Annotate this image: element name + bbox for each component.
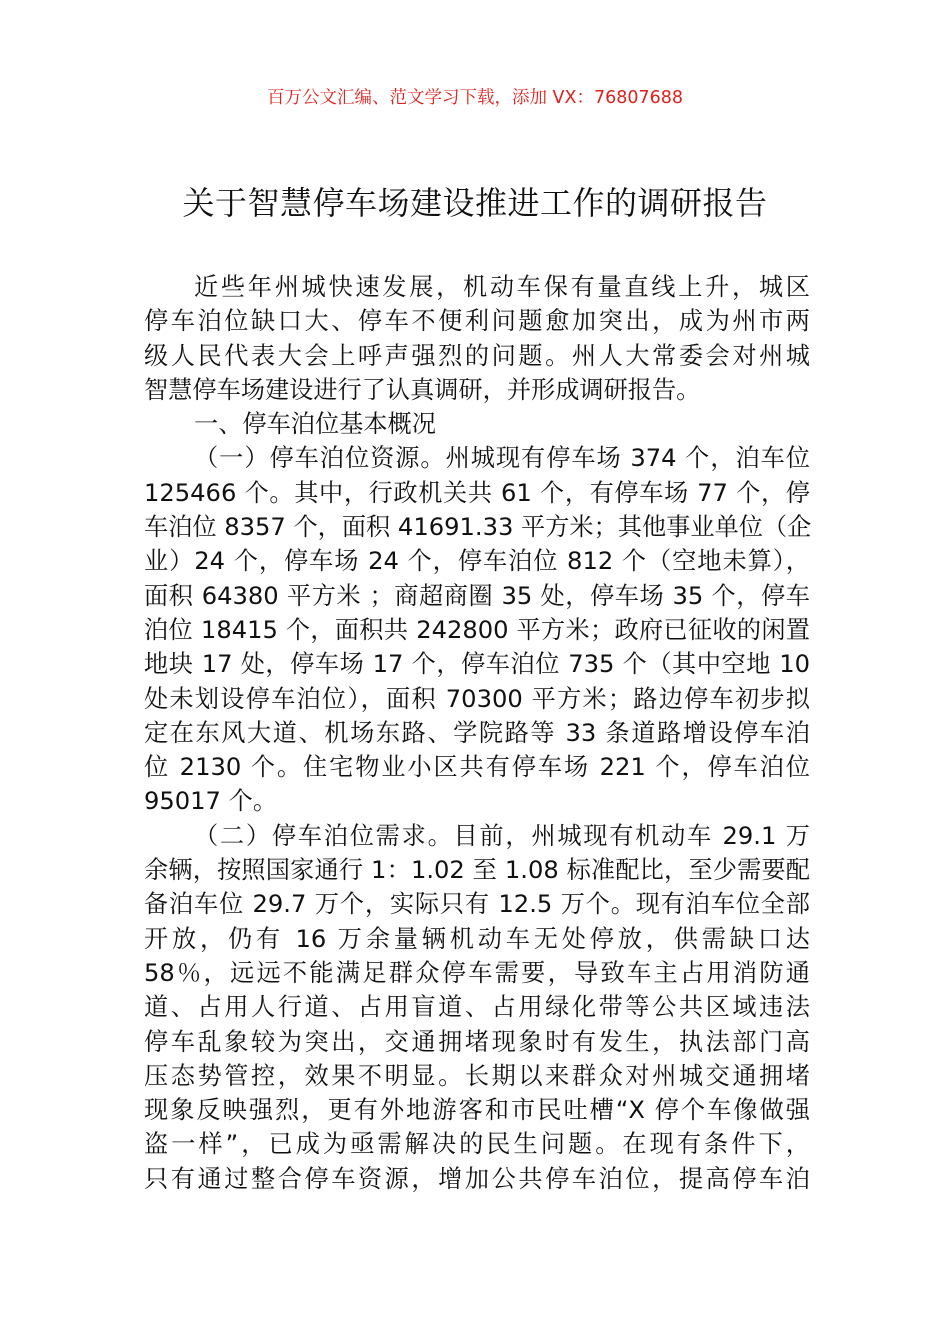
text-line: 开放，仍有 16 万余量辆机动车无处停放，供需缺口达 — [144, 924, 810, 953]
text-line: 压态势管控，效果不明显。长期以来群众对州城交通拥堵 — [144, 1061, 810, 1090]
text-line: （二）停车泊位需求。目前，州城现有机动车 29.1 万 — [194, 821, 810, 850]
text-line: 道、占用人行道、占用盲道、占用绿化带等公共区域违法 — [144, 993, 810, 1022]
document-body — [144, 270, 810, 1196]
text-line: 95017 个。 — [144, 787, 278, 816]
text-line: （一）停车泊位资源。州城现有停车场 374 个，泊车位 — [194, 444, 810, 473]
text-line: 近些年州城快速发展，机动车保有量直线上升，城区 — [194, 273, 810, 301]
text-line: 备泊车位 29.7 万个，实际只有 12.5 万个。现有泊车位全部 — [144, 890, 810, 919]
text-line: 58％，远远不能满足群众停车需要，导致车主占用消防通 — [144, 958, 810, 987]
paragraph-intro — [144, 270, 810, 407]
text-line: 余辆，按照国家通行 1：1.02 至 1.08 标准配比，至少需要配 — [144, 856, 810, 885]
text-line: 一、停车泊位基本概况 — [194, 410, 436, 439]
text-line: 停车乱象较为突出，交通拥堵现象时有发生，执法部门高 — [144, 1027, 810, 1056]
watermark-banner: 百万公文汇编、范文学习下载，添加 VX：76807688 — [266, 88, 684, 108]
document-title: 关于智慧停车场建设推进工作的调研报告 — [182, 184, 768, 222]
text-line: 处未划设停车泊位），面积 70300 平方米；路边停车初步拟 — [144, 684, 810, 713]
text-line: 定在东风大道、机场东路、学院路等 33 条道路增设停车泊 — [144, 718, 810, 747]
text-line: 智慧停车场建设进行了认真调研，并形成调研报告。 — [144, 375, 701, 404]
text-line: 车泊位 8357 个，面积 41691.33 平方米；其他事业单位（企 — [144, 513, 812, 542]
text-line: 业）24 个，停车场 24 个，停车泊位 812 个（空地未算）， — [144, 547, 810, 576]
text-line: 现象反映强烈，更有外地游客和市民吐槽“X 停个车像做强 — [144, 1096, 810, 1125]
text-line: 级人民代表大会上呼声强烈的问题。州人大常委会对州城 — [144, 341, 810, 370]
text-line: 地块 17 处，停车场 17 个，停车泊位 735 个（其中空地 10 — [144, 650, 810, 679]
text-line: 125466 个。其中，行政机关共 61 个，有停车场 77 个，停 — [144, 478, 810, 507]
text-line: 位 2130 个。住宅物业小区共有停车场 221 个，停车泊位 — [144, 753, 810, 782]
text-line: 盗一样”，已成为亟需解决的民生问题。在现有条件下， — [144, 1130, 810, 1159]
paragraph-parking-resources — [144, 441, 810, 818]
text-line: 只有通过整合停车资源，增加公共停车泊位，提高停车泊 — [144, 1164, 810, 1193]
section-heading — [144, 407, 810, 441]
text-line: 停车泊位缺口大、停车不便利问题愈加突出，成为州市两 — [144, 307, 810, 336]
text-line: 泊位 18415 个，面积共 242800 平方米；政府已征收的闲置 — [144, 615, 810, 644]
paragraph-parking-demand — [144, 819, 810, 1196]
text-line: 面积 64380 平方米 ；商超商圈 35 处，停车场 35 个，停车 — [144, 581, 810, 610]
